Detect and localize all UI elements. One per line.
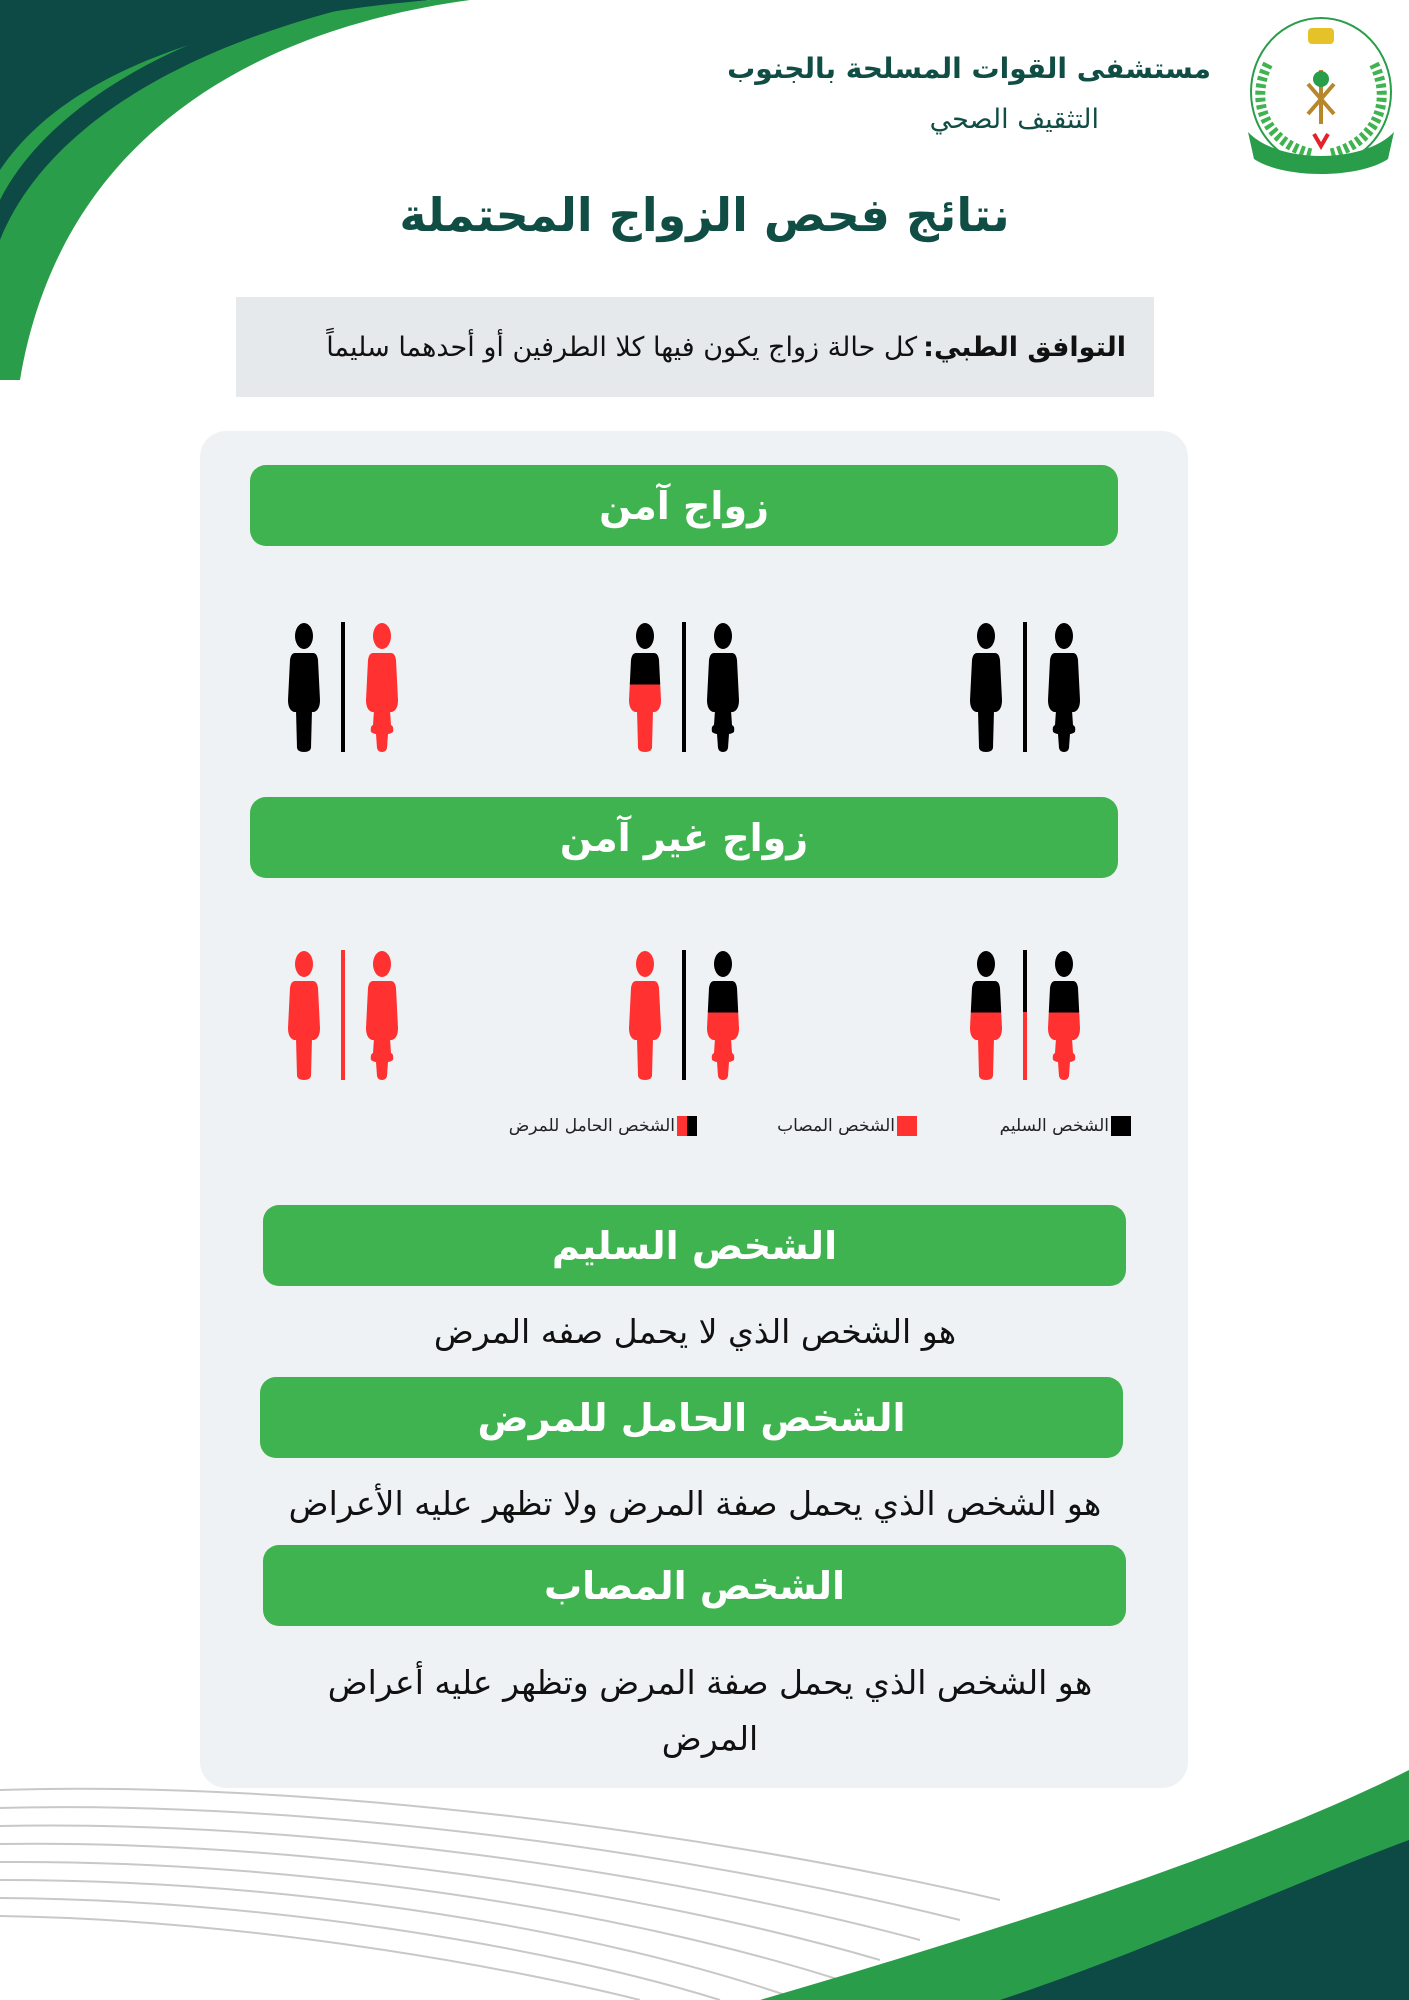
couple-pair — [606, 950, 762, 1080]
divider-line — [682, 950, 686, 1080]
divider-line — [341, 622, 345, 752]
couple-pair — [265, 950, 421, 1080]
couple-pair — [947, 622, 1103, 752]
definition-text-healthy: هو الشخص الذي لا يحمل صفه المرض — [433, 1312, 957, 1351]
healthy-person-icon — [961, 622, 1011, 752]
unsafe-marriage-banner: زواج غير آمن — [250, 797, 1118, 878]
unsafe-marriage-figures — [250, 950, 1118, 1080]
affected-person-icon — [357, 950, 407, 1080]
medical-compatibility-definition — [236, 297, 1154, 397]
healthy-person-icon — [279, 622, 329, 752]
page-title: نتائج فحص الزواج المحتملة — [399, 188, 1010, 242]
legend-healthy — [1000, 1116, 1131, 1136]
couple-pair — [265, 622, 421, 752]
hospital-name: مستشفى القوات المسلحة بالجنوب — [727, 52, 1211, 85]
divider-line — [1023, 622, 1027, 752]
department-name: التثقيف الصحي — [929, 104, 1099, 135]
healthy-person-icon — [698, 622, 748, 752]
healthy-swatch — [1111, 1116, 1131, 1136]
affected-person-icon — [357, 622, 407, 752]
couple-pair — [947, 950, 1103, 1080]
affected-swatch — [897, 1116, 917, 1136]
definition-title-carrier: الشخص الحامل للمرض — [260, 1377, 1123, 1458]
legend-label: الشخص السليم — [999, 1116, 1109, 1136]
armed-forces-medical-logo — [1238, 14, 1404, 180]
carrier-swatch — [677, 1116, 697, 1136]
legend-label: الشخص المصاب — [777, 1116, 895, 1136]
affected-person-icon — [620, 950, 670, 1080]
definition-term: التوافق الطبي: — [923, 331, 1126, 363]
healthy-person-icon — [1039, 622, 1089, 752]
definition-text-affected: هو الشخص الذي يحمل صفة المرض وتظهر عليه أعراض المرض — [327, 1663, 1093, 1758]
carrier-person-icon — [698, 950, 748, 1080]
legend-label: الشخص الحامل للمرض — [508, 1116, 675, 1136]
divider-line — [341, 950, 345, 1080]
carrier-person-icon — [961, 950, 1011, 1080]
divider-line — [1023, 950, 1027, 1080]
affected-person-icon — [279, 950, 329, 1080]
definition-title-affected: الشخص المصاب — [263, 1545, 1126, 1626]
definition-text: كل حالة زواج يكون فيها كلا الطرفين أو أحدهما سليماً — [326, 331, 918, 363]
safe-marriage-figures — [250, 622, 1118, 752]
carrier-person-icon — [620, 622, 670, 752]
legend-affected — [777, 1116, 917, 1136]
couple-pair — [606, 622, 762, 752]
safe-marriage-banner: زواج آمن — [250, 465, 1118, 546]
definition-title-healthy: الشخص السليم — [263, 1205, 1126, 1286]
legend-carrier — [509, 1116, 697, 1136]
divider-line — [682, 622, 686, 752]
definition-text-carrier: هو الشخص الذي يحمل صفة المرض ولا تظهر عليه الأعراض — [288, 1484, 1102, 1523]
carrier-person-icon — [1039, 950, 1089, 1080]
